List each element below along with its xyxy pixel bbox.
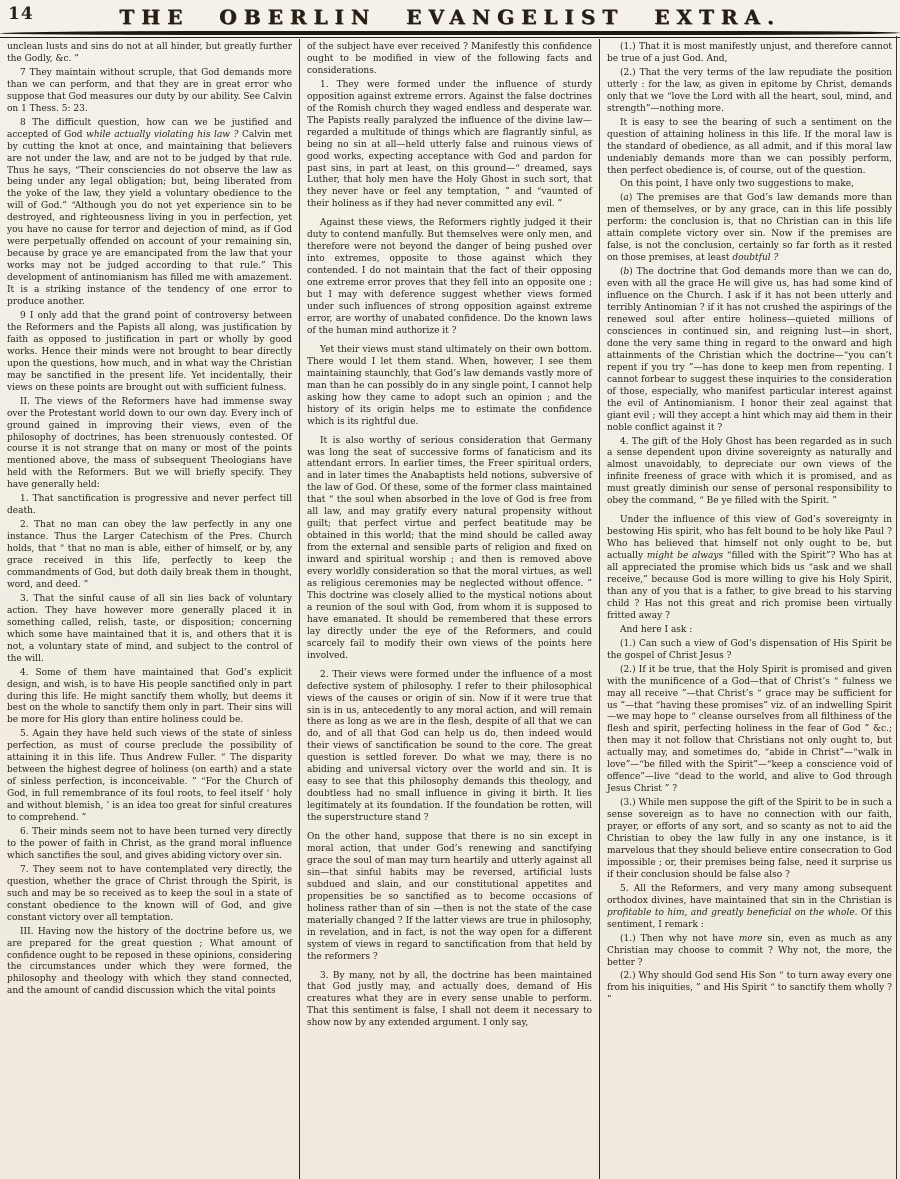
paragraph: 1. That sanctification is progressive and never perfect till death.: [7, 494, 292, 517]
paragraph: On this point, I have only two suggestions to make,: [620, 179, 854, 190]
paragraph: Yet their views must stand ultimately on their own bottom. There would I let them stand. When, however, I see them maintaining staunchly, that God’s law demands vastly more of man than he can possibly do in any single point, I cannot help asking how they came to adopt such an opinion ; and the history of its origin helps me to estimate the confidence which is its rightful due.: [307, 344, 592, 427]
paragraph: On the other hand, suppose that there is no sin except in moral action, that under God’s renewing and sanctifying grace the soul of man may turn heartily and utterly against all sin—that sinful habits may be reversed, artificial lusts subdued and slain, and our constitutional appetites and propensities be so sanctified as to become occasions of holiness rather than of sin —then is not the state of the case materially changed ? If the latter views are true in philosophy, in revelation, and in fact, is not the way open for a different system of views in regard to sanctification from that held by the reformers ?: [307, 832, 592, 962]
paragraph: 3. By many, not by all, the doctrine has been maintained that God justly may, and actually does, demand of His creatures what they are in every sense unable to perform. That this sentiment is false, I shall not deem it necessary to show now by any extended argument. I only say,: [307, 970, 592, 1029]
paragraph: It is also worthy of serious consideration that Germany was long the seat of successive forms of fanaticism and its attendant errors. In earlier times, the Freer spiritual orders, and in later times the Anabaptists held notions, subversive of the law of God. Of these, some of the former class maintained that “ the soul when absorbed in the love of God is free from all law, and may gratify every natural propensity without guilt; that perfect virtue and perfect beatitude may be obtained in this world; that the mind should be called away from the external and sensible parts of religion and fixed on inward and spiritual worship ; and then is removed above every worldly consideration so that the moral virtues, as well as religious ceremonies may be neglected without offence. ” This doctrine was closely allied to the mystical notions about a reunion of the soul with God, from whom it is supposed to have emanated. It should be remembered that these errors lay directly under the eye of the Reformers, and could scarcely fail to modify their own views of the points here involved.: [307, 435, 592, 661]
page-number: 14: [8, 4, 34, 24]
paragraph: (2.) Why should God send His Son “ to turn away every one from his iniquities, ” and His Spirit “ to sanctify them wholly ? ”: [607, 971, 892, 1006]
paragraph: (3.) While men suppose the gift of the Spirit to be in such a sense sovereign as to have no connection with our faith, prayer, or efforts of any sort, and so scanty as not to aid the Christian to obey the law fully in any one instance, is it marvelous that they should believe entire consecration to God impossible ; or, their premises being false, need it surprise us if their conclusion should be false also ?: [607, 798, 892, 880]
paragraph: 4. The gift of the Holy Ghost has been regarded as in such a sense dependent upon divine sovereignty as naturally and almost unavoidably, to depreciate our own views of the infinite freeness of grace with which it is promised, and as must greatly diminish our sense of personal responsibility to obey the command, “ Be ye filled with the Spirit. ”: [607, 436, 892, 507]
paragraph: 8 The difficult question, how can we be justified and accepted of God while actually violating his law ? Calvin met by cutting the knot at once, and maintaining that believers are not under the law, and are not to be judged by that rule. Thus he says, “Their consciencies do not observe the law as being under any legal obligation; but, being liberated from the yoke of the law, they yield a voluntary obedience to the will of God.” “Although you do not yet experience sin to be destroyed, and righteousness living in you in perfection, yet you have no cause for terror and dejection of mind, as if God were perpetually offended on account of your remaining sin, because by grace ye are emancipated from the law that your works may not be judged according to that rule.” This development of antinomianism has filled me with amazement. It is a striking instance of the tendency of one error to produce another.: [7, 117, 292, 308]
paragraph: (2.) That the very terms of the law repudiate the position utterly : for the law, as given in epitome by Christ, demands only that we “love the Lord with all the heart, soul, mind, and strength”—nothing more.: [607, 67, 892, 114]
paragraph: (1.) That it is most manifestly unjust, and therefore cannot be true of a just God. And,: [607, 42, 892, 64]
paragraph: 9 I only add that the grand point of controversy between the Reformers and the Papists all along, was justification by faith as opposed to justification in part or wholly by good works. Hence their minds were not brought to bear directly upon the questions, how much, and in what way the Christian may be sanctified in the present life. Yet incidentally, their views on these points are brought out with sufficient fulness.: [7, 310, 292, 393]
masthead-title: THE OBERLIN EVANGELIST EXTRA.: [119, 5, 781, 29]
paragraph: 3. That the sinful cause of all sin lies back of voluntary action. They have however more generally placed it in something called, relish, taste, or disposition; concerning which some have maintained that it is, and others that it is not, a voluntary state of mind, and subject to the control of the will.: [7, 593, 292, 664]
page-edge-rule: [896, 36, 897, 1179]
column-1: [0, 39, 299, 1179]
paragraph: 5. All the Reformers, and very many among subsequent orthodox divines, have maintained that sin in the Christian is profitable to him, and greatly beneficial on the whole. Of this sentiment, I remark :: [607, 883, 893, 930]
paragraph: unclean lusts and sins do not at all hinder, but greatly further the Godly, &c. ”: [7, 42, 292, 64]
paragraph: 7. They seem not to have contemplated very directly, the question, whether the grace of Christ through the Spirit, is such and may be so received as to keep the soul in a state of constant obedience to the known will of God, and give constant victory over all temptation.: [7, 864, 292, 923]
masthead-rule-thick: [0, 31, 900, 35]
paragraph: Under the influence of this view of God’s sovereignty in bestowing His spirit, who has felt bound to be holy like Paul ? Who has believed that himself not only ought to be, but actually might be always “filled with the Spirit”? Who has at all appreciated the promise which bids us “ask and we shall receive,” because God is more willing to give his Holy Spirit, than any of you that is a father, to give bread to his starving child ? Has not this great and rich promise been virtually fritted away ?: [607, 515, 892, 621]
column-3: [600, 39, 899, 1179]
paragraph: It is easy to see the bearing of such a sentiment on the question of attaining holiness in this life. If the moral law is the standard of obedience, as all admit, and if this moral law undeniably demands more than we can possibly perform, then perfect obedience is, of course, out of the question.: [607, 117, 892, 176]
masthead-rule-thin: [0, 37, 900, 38]
paragraph: 2. That no man can obey the law perfectly in any one instance. Thus the Larger Catechism of the Pres. Church holds, that “ that no man is able, either of himself, or by, any grace received in this life, perfectly to keep the commandments of God, but doth daily break them in thought, word, and deed. ”: [7, 520, 292, 590]
page-header: [0, 0, 900, 30]
paragraph: of the subject have ever received ? Manifestly this confidence ought to be modified in view of the following facts and considerations.: [307, 42, 592, 76]
paragraph: III. Having now the history of the doctrine before us, we are prepared for the great question ; What amount of confidence ought to be reposed in these opinions, considering the circumstances under which they were formed, the philosophy and theology with which they stand connected, and the amount of candid discussion which the vital points: [7, 926, 292, 997]
paragraph: 1. They were formed under the influence of sturdy opposition against extreme errors. Against the false doctrines of the Romish church they waged endless and desperate war. The Papists really paralyzed the influence of the divine law—regarded a multitude of things which are flagrantly sinful, as being no sin at all—held utterly false and ruinous views of good works, expecting acceptance with God and pardon for past sins, in part at least, on this ground—“ dreamed, says Luther, that holy men have the Holy Ghost in such sort, that they never have or feel any temptation, ” and “vaunted of their holiness as if they had never committed any evil. ”: [307, 79, 592, 210]
column-2: [300, 39, 599, 1179]
paragraph: 7 They maintain without scruple, that God demands more than we can perform, and that they are in great error who suppose that God measures our duty by our ability. See Calvin on 1 Thess. 5: 23.: [7, 67, 292, 114]
paragraph: (1.) Then why not have more sin, even as much as any Christian may choose to commit ? Why not, the more, the better ?: [607, 933, 892, 968]
paragraph: II. The views of the Reformers have had immense sway over the Protestant world down to our own day. Every inch of ground gained in improving their views, even of the philosophy of doctrines, has been strenuously contested. Of course it is not strange that on many or most of the points mentioned above, the mass of subsequent Theologians have held with the Reformers. But we will briefly specify. They have generally held:: [7, 396, 292, 491]
article-columns: [0, 39, 900, 1179]
paragraph: (1.) Can such a view of God’s dispensation of His Spirit be the gospel of Christ Jesus ?: [607, 638, 892, 661]
paragraph: Against these views, the Reformers rightly judged it their duty to contend manfully. But themselves were only men, and therefore were not beyond the danger of being pushed over into extremes, opposite to those against which they contended. I do not maintain that the fact of their opposing one extreme error proves that they fell into an opposite one ; but I may with deference suggest whether views formed under such influences of strong opposition against extreme error, are worthy of unabated confidence. Do the known laws of the human mind authorize it ?: [307, 218, 592, 336]
paragraph: (2.) If it be true, that the Holy Spirit is promised and given with the munificence of a God—that of Christ’s “ fulness we may all receive ”—that Christ’s “ grace may be sufficient for us ”—that “having these promises” viz. of an indwelling Spirit—we may hope to “ cleanse ourselves from all filthiness of the flesh and spirit, perfecting holiness in the fear of God ” &c.; then may it not follow that Christians not only ought to, but actually may, and sometimes do, “abide in Christ”—“walk in love”—“be filled with the Spirit”—“keep a conscience void of offence”—live “dead to the world, and alive to God through Jesus Christ ” ?: [607, 664, 892, 795]
paragraph: And here I ask :: [620, 624, 693, 635]
paragraph: (a) The premises are that God’s law demands more than men of themselves, or by any grace, can in this life possibly perform: the conclusion is, that no Christian can in this life attain complete victory over sin. Now if the premises are false, is not the conclusion, certainly so far forth as it rested on those premises, at least doubtful ?: [607, 193, 892, 264]
paragraph: 4. Some of them have maintained that God’s explicit design, and wish, is to have His people sanctified only in part during this life. He might sanctify them wholly, but deems it best on the whole to sanctify them only in part. Their sins will be more for His glory than entire holiness could be.: [7, 667, 292, 726]
paragraph: 5. Again they have held such views of the state of sinless perfection, as must of course preclude the possibility of attaining it in this life. Thus Andrew Fuller. “ The disparity between the highest degree of holiness (on earth) and a state of sinless perfection, is inconceivable. ” “For the Church of God, in full remembrance of its foul roots, to feel itself ‘ holy and without blemish, ’ is an idea too great for sinful creatures to comprehend. ”: [7, 729, 292, 824]
paragraph: 6. Their minds seem not to have been turned very directly to the power of faith in Christ, as the grand moral influence which sanctifies the soul, and gives abiding victory over sin.: [7, 827, 292, 861]
paragraph: (b) The doctrine that God demands more than we can do, even with all the grace He will give us, has had some kind of influence on the Church. I ask if it has not been utterly and terribly Antinomian ? if it has not crushed the aspirings of the renewed soul after entire holiness—quieted millions of consciences in continued sin, and reigning lust—in short, done the very same thing in regard to the onward and high attainments of the Christian which the doctrine—“you can’t repent if you try ”—has done to keep men from repenting. I cannot forbear to suggest these inquiries to the consideration of those, especially, who manifest particular interest against the evil of Antinomianism. I honor their zeal against that giant evil ; will they accept a hint which may aid them in their noble conflict against it ?: [607, 267, 892, 433]
paragraph: 2. Their views were formed under the influence of a most defective system of philosophy. I refer to their philosophical views of the causes or origin of sin. Now if it were true that sin is in us, antecedently to any moral action, and will remain there as long as we are in the flesh, despite of all that we can do, and of all that God can help us do, then indeed would their views of sanctification be sound to the core. The great question is settled forever. Do what we may, there is no abiding and universal victory over the world and sin. It is easy to see that this philosophy demands this theology, and doubtless had no small influence in giving it birth. It lies legitimately at its foundation. If the foundation be rotten, will the superstructure stand ?: [307, 669, 592, 824]
